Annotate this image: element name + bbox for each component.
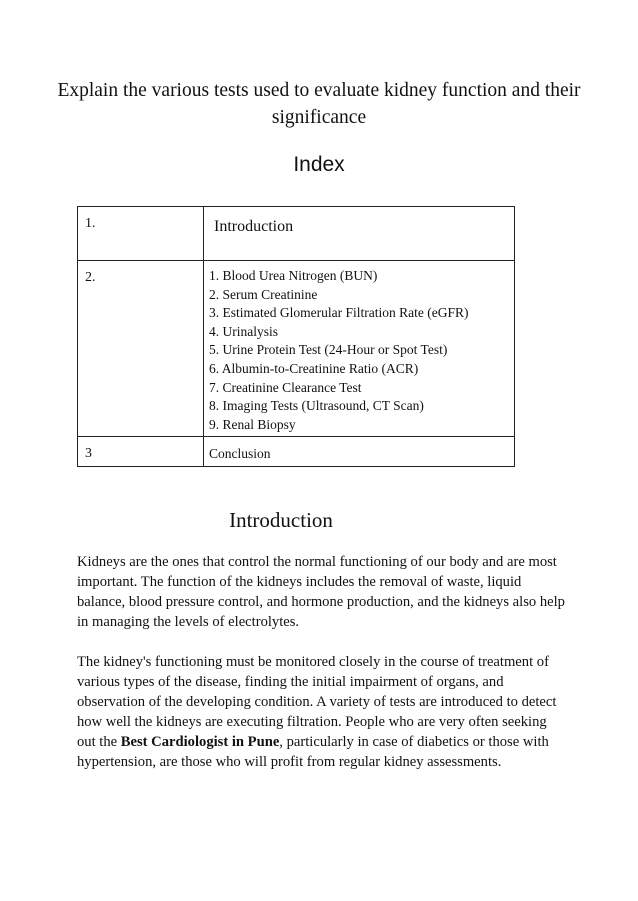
list-item: 9. Renal Biopsy: [209, 416, 296, 432]
index-table: [77, 206, 515, 467]
row-content: Introduction: [214, 218, 294, 235]
table-row: [78, 207, 515, 261]
topic-list: [204, 261, 514, 434]
list-item: 4. Urinalysis: [209, 323, 278, 339]
list-item: 3. Estimated Glomerular Filtration Rate (eGFR): [209, 305, 469, 321]
list-item: 1. Blood Urea Nitrogen (BUN): [209, 268, 378, 283]
introduction-heading: Introduction: [229, 508, 333, 532]
table-row: [78, 261, 515, 437]
introduction-paragraph: Kidneys are the ones that control the normal functioning of our body and are most important. The function of the kidneys includes the removal of waste, liquid balance, blood pressure control, and hormone production, and the kidneys also help in managing the levels of electrolytes.: [77, 554, 565, 630]
list-item: 7. Creatinine Clearance Test: [209, 379, 362, 395]
list-item: 8. Imaging Tests (Ultrasound, CT Scan): [209, 398, 424, 414]
list-item: 6. Albumin-to-Creatinine Ratio (ACR): [209, 360, 419, 376]
table-cell-number: [78, 437, 204, 467]
list-item: 2. Serum Creatinine: [209, 286, 318, 302]
row-content: Conclusion: [209, 446, 271, 461]
table-row: [78, 437, 515, 467]
paragraph-text: , particularly in case of diabetics or those with hypertension, are those who will profit from regular kidney assessments.: [77, 734, 549, 770]
table-cell-number: [78, 261, 204, 437]
paragraph-text: The kidney's functioning must be monitored closely in the course of treatment of various types of the disease, finding the initial impairment of organs, and observation of the developing condition. A variety of tests are introduced to detect how well the kidneys are executing filtration. People who are very often seeking out the: [77, 654, 557, 750]
introduction-paragraph: [77, 652, 567, 772]
table-cell-content: [204, 261, 515, 437]
row-number: 3: [85, 446, 92, 461]
table-cell-content: [204, 207, 515, 261]
row-number: 2.: [85, 270, 96, 285]
index-heading: Index: [293, 153, 345, 176]
row-number: 1.: [85, 216, 96, 231]
list-item: 5. Urine Protein Test (24-Hour or Spot Test): [209, 342, 448, 358]
table-cell-number: [78, 207, 204, 261]
document-title: Explain the various tests used to evaluate kidney function and their significance: [57, 80, 581, 128]
bold-keyword: Best Cardiologist in Pune: [120, 734, 280, 750]
table-cell-content: [204, 437, 515, 467]
